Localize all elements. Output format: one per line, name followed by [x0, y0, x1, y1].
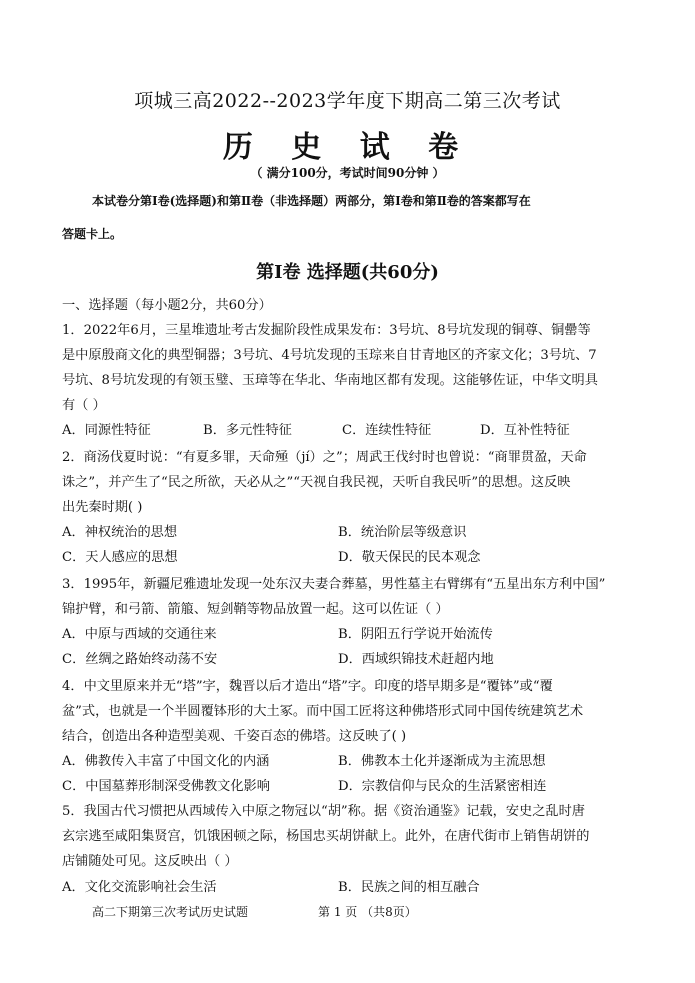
q4-option-d: D．宗教信仰与民众的生活紧密相连	[338, 779, 547, 794]
q1-option-a: A．同源性特征	[62, 423, 151, 438]
part-heading: 一、选择题（每小题2分，共60分）	[62, 298, 272, 313]
q4-option-a: A．佛教传入丰富了中国文化的内涵	[62, 754, 270, 769]
q1-line-1: 1．2022年6月，三星堆遗址考古发掘阶段性成果发布：3号坑、8号坑发现的铜尊、铜罍等	[62, 323, 591, 338]
intro-line-2: 答题卡上。	[62, 227, 123, 241]
exam-title: 项城三高2022--2023学年度下期高二第三次考试	[134, 90, 561, 112]
q4-line-2: 盆”式，也就是一个半圆覆钵形的大土冢。而中国工匠将这种佛塔形式同中国传统建筑艺术	[62, 704, 584, 719]
footer-page-number: 第 1 页 （共8页）	[318, 905, 417, 919]
intro-line-1: 本试卷分第Ⅰ卷(选择题)和第Ⅱ卷（非选择题）两部分，第Ⅰ卷和第Ⅱ卷的答案都写在	[92, 194, 531, 208]
q2-option-a: A．神权统治的思想	[62, 525, 178, 540]
q5-line-1: 5．我国古代习惯把从西域传入中原之物冠以“胡”称。据《资治通鉴》记载，安史之乱时唐	[62, 804, 585, 819]
subject-title: 历 史 试 卷	[222, 130, 473, 165]
q2-option-d: D．敬天保民的民本观念	[338, 550, 481, 565]
q1-line-4: 有（ ）	[62, 398, 106, 413]
q5-line-3: 店铺随处可见。这反映出（ ）	[62, 854, 238, 869]
q1-line-3: 号坑、8号坑发现的有领玉璧、玉璋等在华北、华南地区都有发现。这能够佐证，中华文明具	[62, 373, 598, 388]
q5-line-2: 玄宗逃至咸阳集贤宫，饥饿困顿之际，杨国忠买胡饼献上。此外，在唐代街市上销售胡饼的	[62, 829, 590, 844]
q3-line-1: 3．1995年，新疆尼雅遗址发现一处东汉夫妻合葬墓，男性墓主右臂绑有“五星出东方利中国”	[62, 577, 606, 592]
q3-option-c: C．丝绸之路始终动荡不安	[62, 652, 218, 667]
q4-option-c: C．中国墓葬形制深受佛教文化影响	[62, 779, 270, 794]
q2-line-2: 诛之”，并产生了“民之所欲，天必从之”“天视自我民视，天听自我民听”的思想。这反映	[62, 475, 571, 490]
q3-option-d: D．西域织锦技术赶超内地	[338, 652, 494, 667]
q1-option-b: B．多元性特征	[203, 423, 292, 438]
q5-option-b: B．民族之间的相互融合	[338, 880, 480, 895]
section-title: 第Ⅰ卷 选择题(共60分)	[256, 262, 439, 283]
q3-option-b: B．阴阳五行学说开始流传	[338, 627, 493, 642]
score-note: （ 满分100分，考试时间90分钟 ）	[250, 166, 445, 180]
footer-exam-name: 高二下期第三次考试历史试题	[92, 905, 249, 919]
q3-option-a: A．中原与西域的交通往来	[62, 627, 217, 642]
q4-line-3: 结合，创造出各种造型美观、千姿百态的佛塔。这反映了( )	[62, 729, 407, 744]
q1-line-2: 是中原殷商文化的典型铜器；3号坑、4号坑发现的玉琮来自甘青地区的齐家文化；3号坑、7	[62, 348, 597, 363]
q4-line-1: 4．中文里原来并无“塔”字，魏晋以后才造出“塔”字。印度的塔早期多是“覆钵”或“覆	[62, 679, 553, 694]
q5-option-a: A．文化交流影响社会生活	[62, 880, 217, 895]
q2-option-b: B．统治阶层等级意识	[338, 525, 467, 540]
q2-line-3: 出先秦时期( )	[62, 500, 143, 515]
q4-option-b: B．佛教本土化并逐渐成为主流思想	[338, 754, 546, 769]
q3-line-2: 锦护臂，和弓箭、箭箙、短剑鞘等物品放置一起。这可以佐证（ ）	[62, 602, 449, 617]
q2-option-c: C．天人感应的思想	[62, 550, 178, 565]
q2-line-1: 2．商汤伐夏时说：“有夏多罪，天命殛（jí）之”；周武王伐纣时也曾说：“商罪贯盈，天命	[62, 450, 587, 465]
q1-option-c: C．连续性特征	[342, 423, 432, 438]
q1-option-d: D．互补性特征	[480, 423, 570, 438]
